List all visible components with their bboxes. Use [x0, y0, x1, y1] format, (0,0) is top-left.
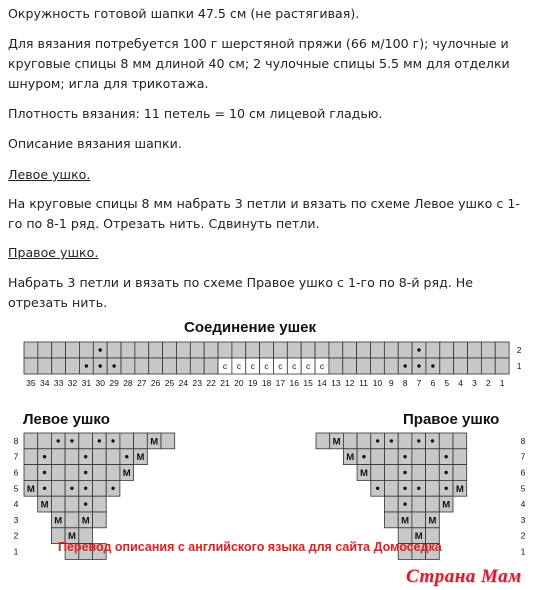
right-ear-cell	[385, 480, 399, 496]
join-row1-cell	[38, 358, 52, 374]
left-ear-cell-dot	[43, 455, 46, 458]
left-ear-cell-dot	[43, 487, 46, 490]
join-row1-cell-c: c	[319, 361, 325, 371]
left-ear-cell	[120, 433, 134, 449]
join-row1-cell	[52, 358, 66, 374]
join-row2-cell	[315, 342, 329, 358]
right-ear-cell	[371, 449, 385, 465]
join-row1-cell-c: c	[278, 361, 283, 371]
join-row1-cell-c: c	[292, 361, 297, 371]
join-col-label: 30	[95, 378, 105, 388]
left-ear-cell	[106, 449, 120, 465]
right-ear-row-label: 5	[520, 483, 526, 494]
left-ear-cell	[24, 465, 38, 481]
join-row1-cell-c: c	[306, 361, 311, 371]
join-row-label: 2	[516, 345, 522, 355]
join-row1-cell	[440, 358, 454, 374]
join-row2-cell	[426, 342, 440, 358]
left-ear-row-label: 5	[13, 483, 19, 494]
right-chart-title: Правое ушко	[403, 411, 500, 428]
right-ear-cell	[453, 449, 467, 465]
join-col-label: 16	[289, 378, 300, 388]
join-col-label: 33	[53, 378, 64, 388]
join-row2-cell	[481, 342, 495, 358]
left-ear-cell	[79, 433, 93, 449]
join-row1-cell	[149, 358, 163, 374]
left-ear-cell	[51, 449, 65, 465]
join-col-label: 10	[372, 378, 383, 388]
join-row2-cell	[343, 342, 357, 358]
right-ear-cell	[412, 496, 426, 512]
right-ear-cell-dot	[390, 439, 393, 442]
materials-text: Для вязания потребуется 100 г шерстяной пряжи (66 м/100 г); чулочные и круговые спицы 8 мм длиной 40 см; 2 чулочные спицы 5.5 мм для отделки шнуром; игла для трикотажа.	[8, 36, 510, 91]
right-ear-cell-dot	[417, 439, 420, 442]
left-ear-cell-m: M	[67, 531, 76, 543]
join-row2-cell	[454, 342, 468, 358]
join-col-label: 7	[416, 378, 422, 388]
left-ear-cell-dot	[70, 439, 73, 442]
join-row1-cell	[343, 358, 357, 374]
join-col-label: 8	[402, 378, 408, 388]
join-row1-cell	[121, 358, 135, 374]
join-row2-cell	[468, 342, 482, 358]
join-row2-cell	[190, 342, 204, 358]
right-ear-cell	[385, 465, 399, 481]
left-ear-cell	[93, 465, 107, 481]
join-row-label: 1	[516, 361, 522, 371]
left-ear-cell-dot	[125, 455, 128, 458]
right-ear-heading: Правое ушко.	[8, 245, 99, 260]
right-ear-cell-dot	[403, 502, 406, 505]
join-col-label: 4	[458, 378, 463, 388]
join-row2-cell	[398, 342, 412, 358]
right-ear-cell-dot	[444, 455, 447, 458]
join-row1-cell	[190, 358, 204, 374]
join-row1-cell	[468, 358, 482, 374]
right-ear-text: Набрать 3 петли и вязать по схеме Правое ушко с 1-го по 8-й ряд. Не отрезать нить.	[8, 275, 474, 310]
gauge-text: Плотность вязания: 11 петель = 10 см лицевой гладью.	[8, 106, 383, 121]
join-row1-cell	[454, 358, 468, 374]
right-ear-row-label: 6	[520, 467, 526, 478]
join-col-label: 23	[192, 378, 202, 388]
left-ear-cell	[51, 496, 65, 512]
left-ear-cell-dot	[43, 471, 46, 474]
right-ear-cell-dot	[444, 487, 447, 490]
left-ear-cell-dot	[111, 487, 114, 490]
right-ear-row-label: 1	[520, 546, 526, 557]
right-ear-cell-dot	[376, 487, 379, 490]
left-ear-cell	[65, 449, 79, 465]
join-row1-cell-c: c	[222, 361, 228, 371]
left-ear-cell-m: M	[81, 515, 90, 527]
join-row2-cell	[287, 342, 301, 358]
right-ear-cell	[426, 496, 440, 512]
right-ear-cell-dot	[403, 471, 406, 474]
right-ear-row-label: 3	[520, 514, 526, 525]
join-row1-cell	[481, 358, 495, 374]
left-ear-text: На круговые спицы 8 мм набрать 3 петли и вязать по схеме Левое ушко с 1-го по 8-1 ряд. Отрезать нить. Сдвинуть петли.	[8, 196, 520, 231]
right-ear-cell-m: M	[442, 499, 451, 511]
left-ear-cell-dot	[111, 439, 114, 442]
join-col-label: 32	[67, 378, 78, 388]
left-ear-cell-dot	[98, 439, 101, 442]
join-col-label: 3	[472, 378, 477, 388]
left-ear-cell	[161, 433, 175, 449]
join-col-label: 1	[499, 378, 505, 388]
right-ear-cell-dot	[417, 487, 420, 490]
join-row1-cell-c: c	[264, 361, 269, 371]
right-ear-cell	[426, 465, 440, 481]
right-ear-cell-dot	[403, 455, 406, 458]
join-row2-cell	[495, 342, 509, 358]
right-ear-cell	[453, 433, 467, 449]
join-col-label: 13	[331, 378, 341, 388]
left-ear-cell-dot	[84, 502, 87, 505]
join-col-label: 24	[178, 378, 189, 388]
join-col-label: 14	[317, 378, 327, 388]
left-ear-cell	[38, 433, 52, 449]
right-ear-cell-m: M	[332, 436, 341, 448]
left-ear-row-label: 1	[13, 546, 19, 557]
right-ear-cell-m: M	[428, 515, 437, 527]
left-ear-cell	[106, 465, 120, 481]
join-col-label: 2	[485, 378, 491, 388]
right-ear-cell-m: M	[414, 531, 423, 543]
join-col-label: 22	[206, 378, 216, 388]
join-row2-cell	[260, 342, 274, 358]
left-ear-cell	[65, 512, 79, 528]
join-row1-cell-c: c	[250, 361, 255, 371]
right-ear-cell	[385, 449, 399, 465]
join-row2-cell	[301, 342, 315, 358]
right-ear-cell	[398, 433, 412, 449]
left-ear-row-label: 3	[13, 514, 19, 525]
join-row1-cell-c: c	[236, 361, 241, 371]
join-col-label: 28	[123, 378, 133, 388]
join-col-label: 25	[164, 378, 175, 388]
left-ear-cell-dot	[57, 439, 60, 442]
join-row1-cell	[495, 358, 509, 374]
translation-note: Перевод описания с английского языка для сайта Домоседка	[58, 540, 442, 554]
join-row1-cell	[66, 358, 80, 374]
right-ear-row-label: 8	[520, 435, 526, 446]
left-ear-cell	[134, 433, 148, 449]
join-row1-cell	[329, 358, 343, 374]
join-col-label: 35	[26, 378, 36, 388]
left-ear-cell-dot	[70, 487, 73, 490]
join-row1-cell	[163, 358, 177, 374]
join-col-label: 34	[40, 378, 50, 388]
join-row2-cell	[38, 342, 52, 358]
left-ear-row-label: 7	[13, 451, 19, 462]
join-row1-cell	[24, 358, 38, 374]
left-ear-cell-m: M	[26, 483, 35, 495]
join-col-label: 6	[430, 378, 436, 388]
join-row2-cell	[218, 342, 232, 358]
join-col-label: 15	[303, 378, 313, 388]
join-row2-cell	[52, 342, 66, 358]
circumference-text: Окружность готовой шапки 47.5 см (не растягивая).	[8, 6, 360, 21]
join-row2-cell	[371, 342, 385, 358]
left-ear-cell-dot	[84, 455, 87, 458]
right-ear-row-label: 7	[520, 451, 526, 462]
join-col-label: 21	[220, 378, 230, 388]
right-ear-cell-m: M	[346, 452, 355, 464]
left-ear-cell-m: M	[40, 499, 49, 511]
right-ear-cell-dot	[444, 471, 447, 474]
right-ear-cell-m: M	[359, 468, 368, 479]
join-col-label: 29	[109, 378, 119, 388]
join-row1-cell-dot	[99, 364, 102, 367]
right-ear-cell	[385, 496, 399, 512]
right-ear-cell	[412, 449, 426, 465]
right-ear-cell	[412, 465, 426, 481]
right-ear-row-label: 2	[520, 530, 526, 541]
join-row2-cell	[357, 342, 371, 358]
site-watermark: Страна Мам	[406, 566, 522, 587]
join-col-label: 9	[388, 378, 394, 388]
left-ear-cell	[93, 480, 107, 496]
left-ear-row-label: 2	[13, 530, 19, 541]
join-row2-cell	[66, 342, 80, 358]
right-ear-cell-dot	[403, 487, 406, 490]
join-col-label: 5	[444, 378, 450, 388]
left-ear-cell	[51, 465, 65, 481]
join-row2-cell	[329, 342, 343, 358]
left-ear-cell	[65, 496, 79, 512]
right-ear-cell	[453, 465, 467, 481]
right-ear-cell-dot	[362, 455, 365, 458]
right-ear-cell	[343, 433, 357, 449]
join-row2-cell	[176, 342, 190, 358]
right-ear-cell	[357, 433, 371, 449]
join-row2-cell	[440, 342, 454, 358]
join-row1-cell-dot	[85, 364, 88, 367]
join-row2-cell	[135, 342, 149, 358]
join-row2-cell	[163, 342, 177, 358]
join-row1-cell	[176, 358, 190, 374]
join-row2-cell	[79, 342, 93, 358]
join-row1-cell-dot	[403, 364, 406, 367]
left-ear-cell-dot	[84, 471, 87, 474]
left-ear-cell	[51, 480, 65, 496]
join-row2-cell	[384, 342, 398, 358]
join-row2-cell	[24, 342, 38, 358]
join-row2-cell	[149, 342, 163, 358]
join-col-label: 27	[137, 378, 147, 388]
description-text: Описание вязания шапки.	[8, 136, 182, 151]
right-ear-cell	[316, 433, 330, 449]
join-col-label: 19	[247, 378, 258, 388]
right-ear-cell	[426, 449, 440, 465]
left-ear-cell-dot	[84, 487, 87, 490]
join-row2-cell	[232, 342, 246, 358]
right-ear-cell	[439, 433, 453, 449]
join-col-label: 17	[275, 378, 286, 388]
left-ear-cell	[93, 449, 107, 465]
join-row1-cell-dot	[417, 364, 420, 367]
right-ear-cell-m: M	[401, 515, 410, 527]
join-row2-cell-dot	[417, 348, 420, 351]
left-ear-cell	[65, 465, 79, 481]
join-chart-title: Соединение ушек	[184, 319, 316, 336]
join-row1-cell	[204, 358, 218, 374]
join-row2-cell	[107, 342, 121, 358]
join-row1-cell	[384, 358, 398, 374]
join-row1-cell	[357, 358, 371, 374]
right-ear-cell	[385, 512, 399, 528]
join-row1-cell	[135, 358, 149, 374]
join-row2-cell	[273, 342, 287, 358]
left-ear-cell	[93, 496, 107, 512]
join-col-label: 11	[359, 378, 368, 388]
join-row2-cell	[246, 342, 260, 358]
right-ear-cell-dot	[376, 439, 379, 442]
join-row2-cell-dot	[99, 348, 102, 351]
right-ear-row-label: 4	[520, 499, 526, 510]
left-ear-row-label: 4	[13, 499, 19, 510]
left-ear-cell-m: M	[136, 452, 145, 464]
left-ear-heading: Левое ушко.	[8, 167, 91, 182]
join-col-label: 18	[261, 378, 272, 388]
join-row1-cell	[371, 358, 385, 374]
right-ear-cell-dot	[431, 439, 434, 442]
join-row2-cell	[121, 342, 135, 358]
join-col-label: 26	[150, 378, 161, 388]
join-row1-cell-dot	[431, 364, 434, 367]
right-ear-cell	[371, 465, 385, 481]
join-col-label: 31	[81, 378, 92, 388]
join-row2-cell	[204, 342, 218, 358]
left-ear-row-label: 6	[13, 467, 19, 478]
left-ear-row-label: 8	[13, 435, 19, 446]
left-ear-cell	[24, 449, 38, 465]
join-row1-cell-dot	[112, 364, 115, 367]
left-chart-title: Левое ушко	[23, 411, 110, 428]
left-ear-cell-m: M	[54, 515, 63, 527]
right-ear-cell	[412, 512, 426, 528]
right-ear-cell	[426, 480, 440, 496]
left-ear-cell	[24, 433, 38, 449]
left-ear-cell	[93, 512, 107, 528]
join-col-label: 20	[234, 378, 244, 388]
right-ear-cell-m: M	[455, 483, 464, 495]
join-col-label: 12	[344, 378, 355, 388]
left-ear-cell-m: M	[122, 468, 131, 479]
left-ear-cell-m: M	[150, 436, 159, 448]
